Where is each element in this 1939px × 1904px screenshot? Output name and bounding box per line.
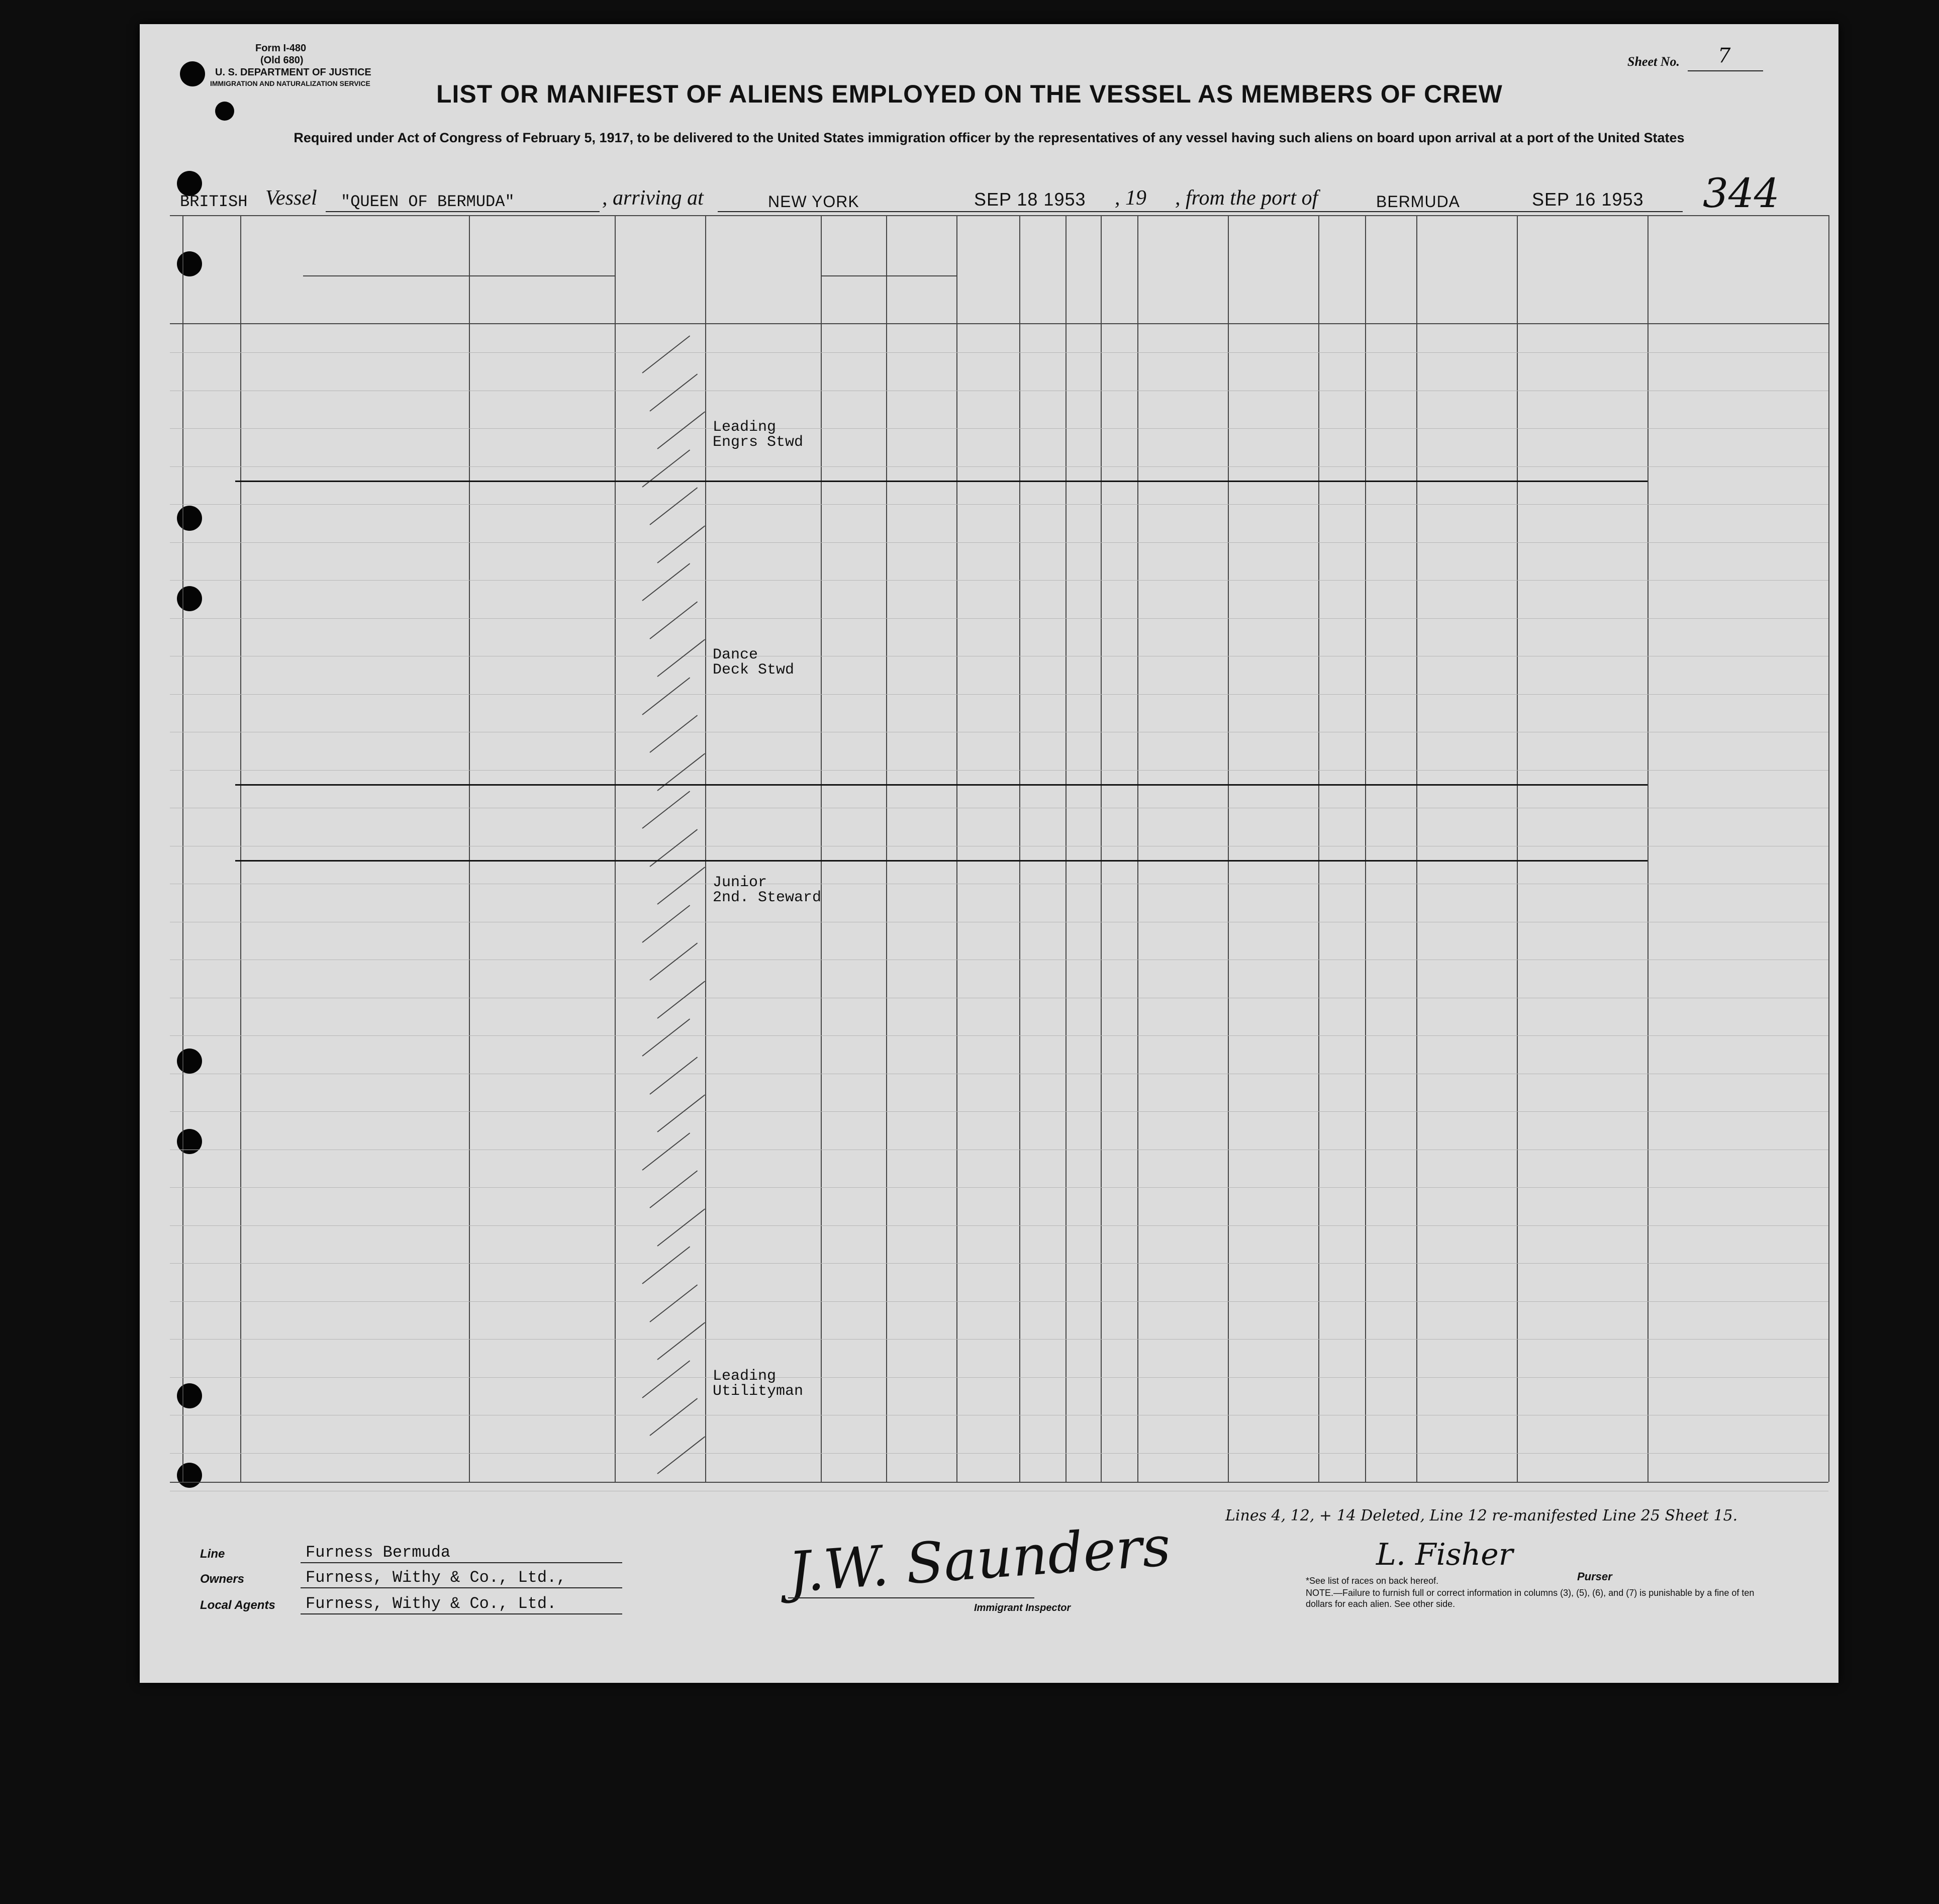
manifest-sheet xyxy=(140,24,1838,1683)
pencil-tick xyxy=(657,867,705,904)
deletion-strike xyxy=(235,481,1647,482)
column-divider xyxy=(1365,215,1366,1482)
pencil-tick xyxy=(649,942,698,980)
row-rule xyxy=(170,618,1828,619)
inspector-signature: J.W. Saunders xyxy=(786,1513,1173,1605)
pencil-tick xyxy=(649,487,698,525)
pencil-tick xyxy=(657,639,705,677)
port-underline xyxy=(718,211,1457,212)
departure-date: SEP 16 1953 xyxy=(1532,189,1644,210)
pencil-tick xyxy=(649,715,698,752)
name-subheader-line xyxy=(303,275,615,276)
page-title: LIST OR MANIFEST OF ALIENS EMPLOYED ON THE VESSEL AS MEMBERS OF CREW xyxy=(436,80,1503,108)
punch-hole xyxy=(177,586,202,611)
table-top-border xyxy=(170,215,1828,216)
page-subtitle: Required under Act of Congress of February 5, 1917, to be delivered to the United States immigration officer by the representatives of any vessel having such aliens on board upon arrival at a port of the United States xyxy=(294,130,1685,145)
row-rule xyxy=(170,1453,1828,1454)
pencil-tick xyxy=(642,677,690,715)
row-rule xyxy=(170,580,1828,581)
sheet-underline xyxy=(1688,70,1763,71)
column-divider xyxy=(1101,215,1102,1482)
punch-hole xyxy=(177,1383,202,1408)
position-line: 2nd. Steward xyxy=(713,889,822,906)
position-line: Dance xyxy=(713,646,758,663)
line-label: Line xyxy=(200,1547,225,1561)
row-rule xyxy=(170,1339,1828,1340)
owners-value: Furness, Withy & Co., Ltd., xyxy=(306,1568,566,1587)
row-rule xyxy=(170,352,1828,353)
position-line: Utilityman xyxy=(713,1382,804,1400)
arriving-label: , arriving at xyxy=(602,186,704,210)
pencil-tick xyxy=(642,563,690,601)
handwritten-number: 344 xyxy=(1703,170,1780,217)
pencil-tick xyxy=(642,905,690,942)
vessel-nationality: BRITISH xyxy=(180,193,248,211)
column-divider xyxy=(1318,215,1319,1482)
pencil-tick xyxy=(649,601,698,639)
row-rule xyxy=(170,1187,1828,1188)
from-underline xyxy=(1361,211,1683,212)
pencil-tick xyxy=(657,1436,705,1474)
row-rule xyxy=(170,1263,1828,1264)
pencil-tick xyxy=(649,373,698,411)
agents-label: Local Agents xyxy=(200,1598,275,1612)
purser-signature: L. Fisher xyxy=(1376,1537,1513,1572)
column-divider xyxy=(1228,215,1229,1482)
column-divider xyxy=(821,215,822,1482)
column-divider xyxy=(1517,215,1518,1482)
row-rule xyxy=(170,1225,1828,1226)
row-rule xyxy=(170,542,1828,543)
race-note: *See list of races on back hereof. xyxy=(1306,1576,1439,1586)
inspector-underline xyxy=(788,1597,1034,1598)
pencil-tick xyxy=(657,1322,705,1360)
owners-underline xyxy=(301,1587,622,1588)
pencil-tick xyxy=(657,1208,705,1246)
column-divider xyxy=(1019,215,1020,1482)
arrival-date: SEP 18 1953 xyxy=(974,189,1086,210)
arriving-port: NEW YORK xyxy=(768,193,859,211)
header-bottom-border xyxy=(170,323,1828,324)
form-number: Form I-480 xyxy=(255,43,307,54)
row-rule xyxy=(170,694,1828,695)
pencil-tick xyxy=(642,791,690,828)
column-divider xyxy=(182,215,183,1482)
position-line: Leading xyxy=(713,419,777,436)
pencil-tick xyxy=(649,1284,698,1322)
service: IMMIGRATION AND NATURALIZATION SERVICE xyxy=(210,79,370,87)
column-divider xyxy=(1137,215,1138,1482)
row-rule xyxy=(170,1301,1828,1302)
column-divider xyxy=(705,215,706,1482)
year-label: , 19 xyxy=(1115,186,1146,210)
position-line: Deck Stwd xyxy=(713,661,795,679)
deletion-strike xyxy=(235,860,1647,862)
table-bottom-border xyxy=(170,1482,1828,1483)
pencil-tick xyxy=(649,1170,698,1208)
punch-hole xyxy=(177,1129,202,1154)
row-rule xyxy=(170,466,1828,467)
column-divider xyxy=(956,215,957,1482)
column-divider xyxy=(1065,215,1067,1482)
purser-label: Purser xyxy=(1577,1570,1612,1583)
pencil-tick xyxy=(642,1132,690,1170)
vessel-name: "QUEEN OF BERMUDA" xyxy=(341,193,515,211)
column-divider xyxy=(1828,215,1829,1482)
pencil-tick xyxy=(657,411,705,449)
pencil-tick xyxy=(657,525,705,563)
sheet-label: Sheet No. xyxy=(1627,54,1680,69)
from-label: , from the port of xyxy=(1175,186,1318,210)
from-port: BERMUDA xyxy=(1376,193,1461,211)
fine-note: NOTE.—Failure to furnish full or correct information in columns (3), (5), (6), and (7) is punishable by a fine of ten dollars for each alien. See other side. xyxy=(1306,1588,1755,1609)
row-rule xyxy=(170,1111,1828,1112)
row-rule xyxy=(170,1035,1828,1036)
pencil-tick xyxy=(657,1094,705,1132)
inspector-label: Immigrant Inspector xyxy=(974,1602,1071,1613)
pencil-tick xyxy=(642,1360,690,1398)
punch-hole xyxy=(180,61,205,86)
punch-hole xyxy=(177,1049,202,1074)
pencil-tick xyxy=(642,1018,690,1056)
column-divider xyxy=(1647,215,1649,1482)
sheet-number: 7 xyxy=(1718,44,1731,67)
pencil-tick xyxy=(649,1057,698,1094)
agents-underline xyxy=(301,1613,622,1614)
deletion-strike xyxy=(235,784,1647,786)
punch-hole xyxy=(177,506,202,531)
owners-label: Owners xyxy=(200,1572,245,1586)
line-value: Furness Bermuda xyxy=(306,1543,451,1562)
vessel-underline xyxy=(326,211,600,212)
row-rule xyxy=(170,770,1828,771)
column-divider xyxy=(615,215,616,1482)
pencil-tick xyxy=(657,981,705,1018)
position-line: Junior xyxy=(713,874,767,891)
column-divider xyxy=(240,215,241,1482)
deletion-note: Lines 4, 12, + 14 Deleted, Line 12 re-manifested Line 25 Sheet 15. xyxy=(1225,1507,1738,1525)
row-rule xyxy=(170,504,1828,505)
pencil-tick xyxy=(642,1246,690,1284)
shipped-subheader-line xyxy=(821,275,956,276)
old-form-number: (Old 680) xyxy=(260,55,304,66)
agents-value: Furness, Withy & Co., Ltd. xyxy=(306,1594,557,1613)
column-divider xyxy=(1416,215,1417,1482)
punch-hole xyxy=(177,1463,202,1488)
line-underline xyxy=(301,1562,622,1563)
row-rule xyxy=(170,428,1828,429)
position-line: Engrs Stwd xyxy=(713,434,804,451)
department: U. S. DEPARTMENT OF JUSTICE xyxy=(215,67,371,78)
position-line: Leading xyxy=(713,1367,777,1385)
punch-hole xyxy=(177,251,202,276)
pencil-tick xyxy=(642,335,690,373)
vessel-label: Vessel xyxy=(265,186,317,210)
punch-hole xyxy=(215,102,234,121)
row-rule xyxy=(170,1377,1828,1378)
pencil-tick xyxy=(649,1398,698,1436)
